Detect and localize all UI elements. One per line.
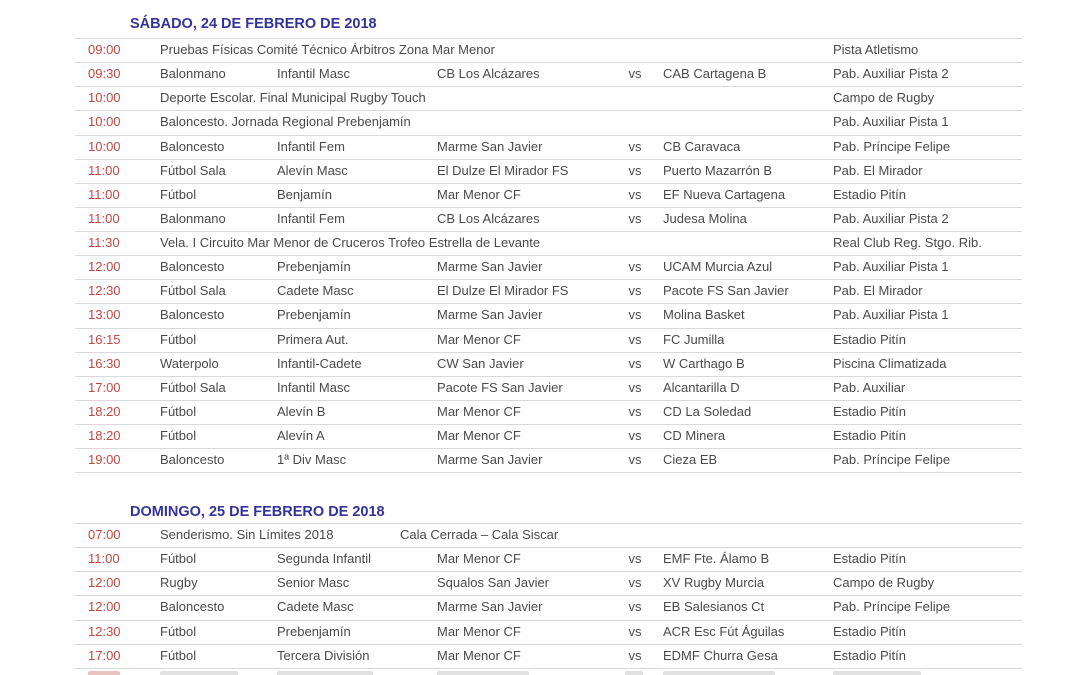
schedule-match-row bbox=[75, 401, 1022, 425]
venue-name: Pab. El Mirador bbox=[833, 162, 923, 178]
venue-name: Estadio Pitín bbox=[833, 331, 906, 347]
section-title-sunday: DOMINGO, 25 DE FEBRERO DE 2018 bbox=[130, 504, 385, 520]
category-name: Alevín B bbox=[277, 403, 326, 419]
schedule-match-row bbox=[75, 208, 1022, 232]
sport-name: Fútbol bbox=[160, 551, 197, 567]
clipped-venue-fragment bbox=[833, 671, 921, 675]
schedule-match-row bbox=[75, 425, 1022, 449]
category-name: Segunda Infantil bbox=[277, 551, 371, 567]
schedule-match-row bbox=[75, 160, 1022, 184]
event-time: 12:00 bbox=[88, 575, 121, 591]
sport-name: Balonmano bbox=[160, 210, 226, 226]
schedule-event-row bbox=[75, 87, 1022, 111]
venue-name: Pab. Auxiliar Pista 1 bbox=[833, 259, 949, 275]
vs-label: vs bbox=[628, 575, 642, 591]
away-team: ACR Esc Fút Águilas bbox=[663, 623, 785, 639]
schedule-match-row bbox=[75, 548, 1022, 572]
event-time: 17:00 bbox=[88, 647, 121, 663]
schedule-match-row bbox=[75, 572, 1022, 596]
sport-name: Fútbol bbox=[160, 403, 197, 419]
event-time: 09:00 bbox=[88, 42, 121, 57]
away-team: Cieza EB bbox=[663, 452, 718, 468]
category-name: Infantil Masc bbox=[277, 379, 350, 395]
venue-name: Estadio Pitín bbox=[833, 186, 906, 202]
sport-name: Balonmano bbox=[160, 66, 226, 82]
venue-name: Campo de Rugby bbox=[833, 90, 935, 106]
schedule-match-row bbox=[75, 136, 1022, 160]
home-team: Marme San Javier bbox=[437, 259, 543, 275]
sport-name: Fútbol bbox=[160, 186, 197, 202]
schedule-match-row bbox=[75, 377, 1022, 401]
venue-name: Pab. Auxiliar Pista 1 bbox=[833, 114, 949, 130]
clipped-vs-fragment bbox=[625, 671, 643, 675]
category-name: Prebenjamín bbox=[277, 623, 351, 639]
event-description: Deporte Escolar. Final Municipal Rugby Touch bbox=[160, 90, 426, 106]
venue-name: Pab. Auxiliar Pista 1 bbox=[833, 307, 949, 323]
home-team: Mar Menor CF bbox=[437, 551, 521, 567]
category-name: Cadete Masc bbox=[277, 599, 354, 615]
venue-name: Piscina Climatizada bbox=[833, 355, 947, 371]
schedule-match-row bbox=[75, 280, 1022, 304]
schedule-match-row bbox=[75, 596, 1022, 620]
event-time: 11:00 bbox=[88, 551, 120, 567]
venue-name: Pab. Auxiliar bbox=[833, 379, 906, 395]
venue-name: Estadio Pitín bbox=[833, 428, 906, 443]
away-team: Puerto Mazarrón B bbox=[663, 162, 773, 178]
category-name: Alevín Masc bbox=[277, 162, 348, 178]
venue-name: Estadio Pitín bbox=[833, 647, 906, 663]
away-team: CB Caravaca bbox=[663, 138, 741, 154]
home-team: Mar Menor CF bbox=[437, 186, 521, 202]
saturday-schedule-table bbox=[75, 38, 1022, 473]
sport-name: Fútbol bbox=[160, 428, 197, 443]
clipped-category-fragment bbox=[277, 671, 373, 675]
vs-label: vs bbox=[628, 138, 642, 154]
event-time: 09:30 bbox=[88, 66, 121, 82]
away-team: Molina Basket bbox=[663, 307, 745, 323]
category-name: Senior Masc bbox=[277, 575, 350, 591]
sunday-schedule-table bbox=[75, 523, 1022, 669]
sport-name: Baloncesto bbox=[160, 452, 225, 468]
event-time: 12:30 bbox=[88, 623, 121, 639]
vs-label: vs bbox=[628, 331, 642, 347]
schedule-match-row bbox=[75, 621, 1022, 645]
away-team: EB Salesianos Ct bbox=[663, 599, 765, 615]
sport-name: Fútbol Sala bbox=[160, 162, 226, 178]
vs-label: vs bbox=[628, 210, 642, 226]
clipped-row bbox=[75, 669, 1022, 675]
schedule-event-row bbox=[75, 111, 1022, 135]
clipped-home-fragment bbox=[437, 671, 529, 675]
category-name: Infantil-Cadete bbox=[277, 355, 362, 371]
vs-label: vs bbox=[628, 551, 642, 567]
home-team: CW San Javier bbox=[437, 355, 524, 371]
home-team: Mar Menor CF bbox=[437, 428, 521, 443]
vs-label: vs bbox=[628, 162, 642, 178]
away-team: EF Nueva Cartagena bbox=[663, 186, 786, 202]
sport-name: Waterpolo bbox=[160, 355, 219, 371]
event-time: 11:00 bbox=[88, 186, 120, 202]
event-time: 10:00 bbox=[88, 138, 121, 154]
event-time: 12:00 bbox=[88, 259, 121, 275]
venue-name: Pab. El Mirador bbox=[833, 283, 923, 299]
schedule-match-row bbox=[75, 256, 1022, 280]
category-name: Infantil Masc bbox=[277, 66, 350, 82]
event-description: Senderismo. Sin Límites 2018 bbox=[160, 527, 334, 542]
schedule-match-row bbox=[75, 184, 1022, 208]
category-name: Primera Aut. bbox=[277, 331, 349, 347]
sport-name: Baloncesto bbox=[160, 259, 225, 275]
event-time: 11:00 bbox=[88, 210, 120, 226]
home-team: Mar Menor CF bbox=[437, 331, 521, 347]
away-team: CD Minera bbox=[663, 428, 726, 443]
vs-label: vs bbox=[628, 379, 642, 395]
schedule-match-row bbox=[75, 645, 1022, 669]
schedule-match-row bbox=[75, 353, 1022, 377]
away-team: Judesa Molina bbox=[663, 210, 747, 226]
schedule-match-row bbox=[75, 63, 1022, 87]
away-team: FC Jumilla bbox=[663, 331, 725, 347]
venue-name: Estadio Pitín bbox=[833, 551, 906, 567]
home-team: Marme San Javier bbox=[437, 307, 543, 323]
event-route-detail: Cala Cerrada – Cala Siscar bbox=[400, 527, 559, 542]
category-name: Tercera División bbox=[277, 647, 370, 663]
event-time: 11:30 bbox=[88, 235, 120, 250]
home-team: Marme San Javier bbox=[437, 452, 543, 468]
away-team: EMF Fte. Álamo B bbox=[663, 551, 770, 567]
event-time: 16:30 bbox=[88, 355, 121, 371]
home-team: Mar Menor CF bbox=[437, 647, 521, 663]
home-team: Pacote FS San Javier bbox=[437, 379, 563, 395]
category-name: Benjamín bbox=[277, 186, 332, 202]
vs-label: vs bbox=[628, 403, 642, 419]
schedule-event-row bbox=[75, 524, 1022, 548]
vs-label: vs bbox=[628, 599, 642, 615]
vs-label: vs bbox=[628, 355, 642, 371]
sport-name: Baloncesto bbox=[160, 307, 225, 323]
section-title-saturday: SÁBADO, 24 DE FEBRERO DE 2018 bbox=[130, 16, 377, 32]
away-team: UCAM Murcia Azul bbox=[663, 259, 773, 275]
clipped-sport-fragment bbox=[160, 671, 238, 675]
venue-name: Pab. Príncipe Felipe bbox=[833, 452, 951, 468]
sport-name: Fútbol bbox=[160, 331, 197, 347]
sport-name: Rugby bbox=[160, 575, 198, 591]
away-team: W Carthago B bbox=[663, 355, 745, 371]
event-time: 19:00 bbox=[88, 452, 121, 468]
home-team: Marme San Javier bbox=[437, 138, 543, 154]
venue-name: Real Club Reg. Stgo. Rib. bbox=[833, 235, 982, 250]
category-name: Infantil Fem bbox=[277, 210, 345, 226]
clipped-time-fragment bbox=[88, 671, 120, 675]
venue-name: Pab. Príncipe Felipe bbox=[833, 138, 951, 154]
schedule-event-row bbox=[75, 39, 1022, 63]
home-team: CB Los Alcázares bbox=[437, 66, 540, 82]
home-team: El Dulze El Mirador FS bbox=[437, 283, 569, 299]
away-team: CD La Soledad bbox=[663, 403, 752, 419]
vs-label: vs bbox=[628, 186, 642, 202]
category-name: Alevín A bbox=[277, 428, 325, 443]
event-time: 11:00 bbox=[88, 162, 120, 178]
home-team: Marme San Javier bbox=[437, 599, 543, 615]
away-team: Alcantarilla D bbox=[663, 379, 740, 395]
vs-label: vs bbox=[628, 66, 642, 82]
event-description: Vela. I Circuito Mar Menor de Cruceros Trofeo Estrella de Levante bbox=[160, 235, 541, 250]
event-time: 12:30 bbox=[88, 283, 121, 299]
sport-name: Baloncesto bbox=[160, 138, 225, 154]
category-name: Prebenjamín bbox=[277, 259, 351, 275]
vs-label: vs bbox=[628, 452, 642, 468]
home-team: Squalos San Javier bbox=[437, 575, 550, 591]
sport-name: Fútbol bbox=[160, 647, 197, 663]
sport-name: Baloncesto bbox=[160, 599, 225, 615]
clipped-away-fragment bbox=[663, 671, 775, 675]
away-team: Pacote FS San Javier bbox=[663, 283, 789, 299]
event-time: 10:00 bbox=[88, 114, 121, 130]
vs-label: vs bbox=[628, 623, 642, 639]
category-name: Infantil Fem bbox=[277, 138, 345, 154]
home-team: Mar Menor CF bbox=[437, 623, 521, 639]
event-time: 18:20 bbox=[88, 428, 121, 443]
home-team: Mar Menor CF bbox=[437, 403, 521, 419]
venue-name: Pista Atletismo bbox=[833, 42, 919, 57]
vs-label: vs bbox=[628, 307, 642, 323]
event-time: 18:20 bbox=[88, 403, 121, 419]
away-team: CAB Cartagena B bbox=[663, 66, 767, 82]
vs-label: vs bbox=[628, 647, 642, 663]
vs-label: vs bbox=[628, 259, 642, 275]
sport-name: Fútbol bbox=[160, 623, 197, 639]
away-team: EDMF Churra Gesa bbox=[663, 647, 778, 663]
category-name: Prebenjamín bbox=[277, 307, 351, 323]
venue-name: Estadio Pitín bbox=[833, 623, 906, 639]
event-time: 17:00 bbox=[88, 379, 121, 395]
event-time: 12:00 bbox=[88, 599, 121, 615]
category-name: Cadete Masc bbox=[277, 283, 354, 299]
sport-name: Fútbol Sala bbox=[160, 283, 226, 299]
away-team: XV Rugby Murcia bbox=[663, 575, 765, 591]
schedule-event-row bbox=[75, 232, 1022, 256]
home-team: El Dulze El Mirador FS bbox=[437, 162, 569, 178]
event-time: 13:00 bbox=[88, 307, 121, 323]
venue-name: Estadio Pitín bbox=[833, 403, 906, 419]
event-description: Baloncesto. Jornada Regional Prebenjamín bbox=[160, 114, 411, 130]
sport-name: Fútbol Sala bbox=[160, 379, 226, 395]
venue-name: Pab. Príncipe Felipe bbox=[833, 599, 951, 615]
vs-label: vs bbox=[628, 283, 642, 299]
schedule-match-row bbox=[75, 449, 1022, 473]
venue-name: Pab. Auxiliar Pista 2 bbox=[833, 66, 949, 82]
venue-name: Pab. Auxiliar Pista 2 bbox=[833, 210, 949, 226]
category-name: 1ª Div Masc bbox=[277, 452, 347, 468]
vs-label: vs bbox=[628, 428, 642, 443]
schedule-match-row bbox=[75, 304, 1022, 328]
event-time: 16:15 bbox=[88, 331, 121, 347]
event-time: 10:00 bbox=[88, 90, 121, 106]
schedule-match-row bbox=[75, 329, 1022, 353]
venue-name: Campo de Rugby bbox=[833, 575, 935, 591]
event-description: Pruebas Físicas Comité Técnico Árbitros Zona Mar Menor bbox=[160, 42, 495, 57]
home-team: CB Los Alcázares bbox=[437, 210, 540, 226]
event-time: 07:00 bbox=[88, 527, 121, 542]
